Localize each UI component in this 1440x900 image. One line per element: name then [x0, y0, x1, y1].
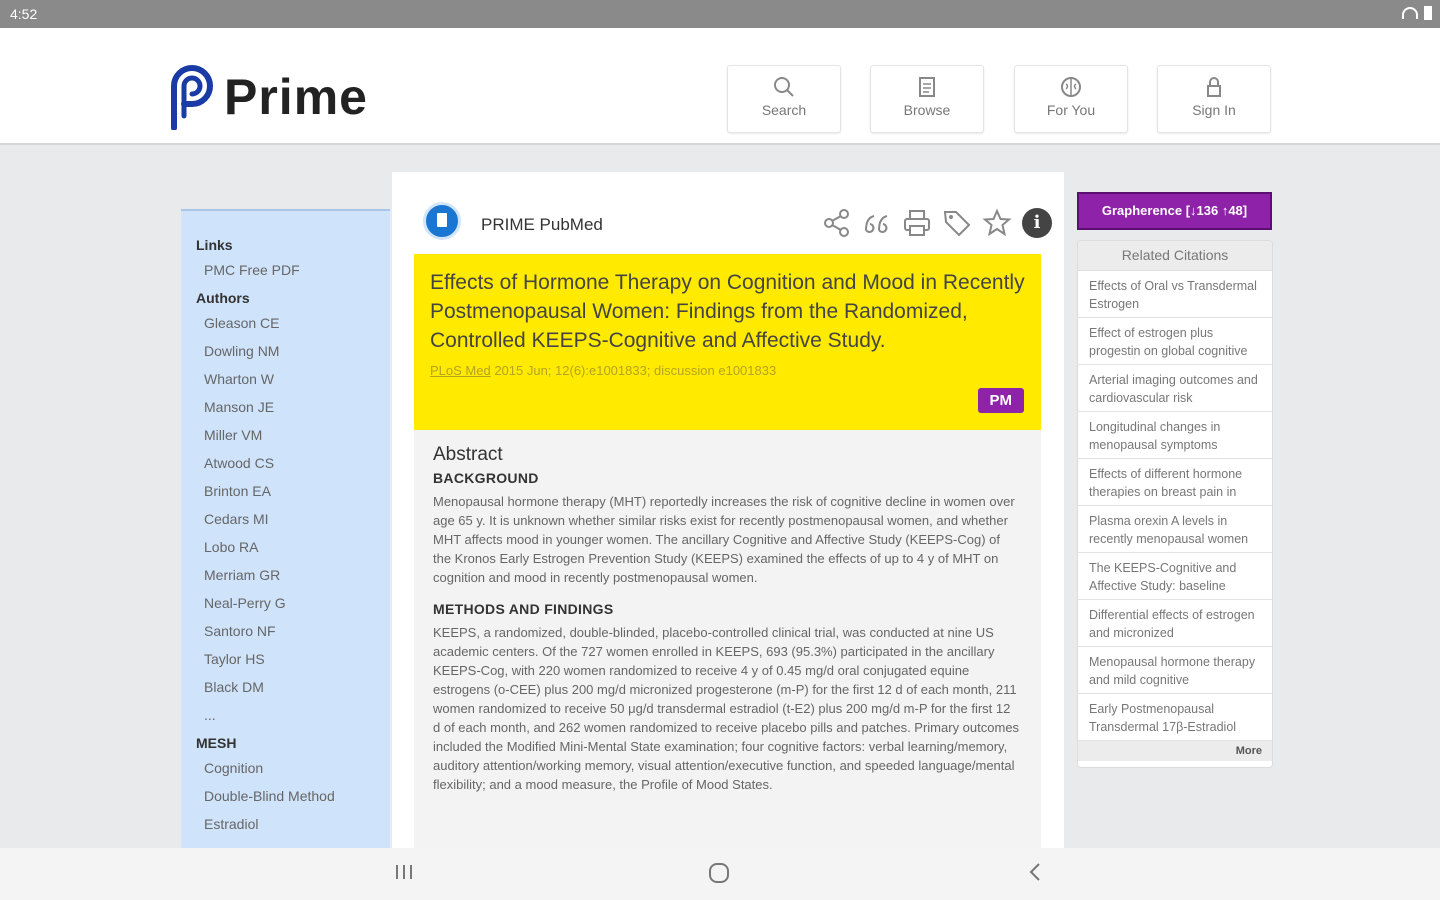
- star-icon[interactable]: [982, 208, 1012, 238]
- logo-text: Prime: [224, 69, 368, 125]
- sign-in-button-label: Sign In: [1192, 102, 1236, 118]
- brain-icon: [1060, 76, 1082, 98]
- grapherence-button[interactable]: Grapherence [↓136 ↑48]: [1077, 192, 1272, 230]
- author-link[interactable]: Santoro NF: [204, 623, 276, 639]
- prime-logo[interactable]: [168, 64, 368, 130]
- lock-icon: [1203, 76, 1225, 98]
- sidebar-link[interactable]: PMC Free PDF: [204, 262, 300, 278]
- system-nav-bar: [0, 848, 1440, 900]
- mesh-link[interactable]: Double-Blind Method: [204, 788, 335, 804]
- wifi-icon: [1402, 7, 1418, 19]
- author-link[interactable]: Cedars MI: [204, 511, 269, 527]
- related-citation-item[interactable]: Menopausal hormone therapy and mild cognitive: [1078, 647, 1272, 694]
- recents-icon[interactable]: [394, 862, 414, 882]
- back-icon[interactable]: [1027, 862, 1043, 882]
- battery-icon: [1424, 6, 1432, 20]
- status-time: 4:52: [10, 6, 38, 22]
- article-citation: [430, 363, 1025, 378]
- related-citation-item[interactable]: Differential effects of estrogen and micronized: [1078, 600, 1272, 647]
- article-title-box: [414, 254, 1041, 430]
- mesh-link[interactable]: Cognition: [204, 760, 264, 776]
- status-bar: [0, 0, 1440, 28]
- author-link[interactable]: Neal-Perry G: [204, 595, 286, 611]
- search-icon: [773, 76, 795, 98]
- browse-button-label: Browse: [903, 102, 951, 118]
- mesh-heading: MESH: [196, 735, 237, 751]
- author-link[interactable]: Atwood CS: [204, 455, 275, 471]
- abstract-heading: Abstract: [433, 444, 503, 465]
- author-link[interactable]: Merriam GR: [204, 567, 281, 583]
- more-citations-link[interactable]: More: [1078, 741, 1272, 761]
- abstract-section: [414, 430, 1041, 852]
- article-sidebar: [181, 209, 390, 849]
- author-link[interactable]: Taylor HS: [204, 651, 265, 667]
- document-icon: [916, 76, 938, 98]
- related-citation-item[interactable]: Early Postmenopausal Transdermal 17β-Estradiol: [1078, 694, 1272, 741]
- browse-button[interactable]: [870, 65, 984, 133]
- prime-logo-icon: [168, 64, 218, 130]
- author-link[interactable]: Black DM: [204, 679, 264, 695]
- related-citations-heading: Related Citations: [1078, 241, 1272, 271]
- for-you-button[interactable]: [1014, 65, 1128, 133]
- for-you-button-label: For You: [1046, 102, 1096, 118]
- links-heading: Links: [196, 237, 233, 253]
- mesh-link[interactable]: Estradiol: [204, 816, 259, 832]
- related-citations-panel: [1077, 240, 1273, 768]
- more-authors-link[interactable]: ...: [204, 707, 216, 723]
- search-button-label: Search: [761, 102, 807, 118]
- sign-in-button[interactable]: [1157, 65, 1271, 133]
- app-header: [0, 28, 1440, 145]
- methods-heading: METHODS AND FINDINGS: [433, 601, 614, 617]
- related-citation-item[interactable]: Plasma orexin A levels in recently menopausal women: [1078, 506, 1272, 553]
- related-citation-item[interactable]: Effects of Oral vs Transdermal Estrogen: [1078, 271, 1272, 318]
- authors-heading: Authors: [196, 290, 250, 306]
- author-link[interactable]: Dowling NM: [204, 343, 280, 359]
- author-link[interactable]: Wharton W: [204, 371, 275, 387]
- info-icon[interactable]: i: [1022, 208, 1052, 238]
- related-citation-item[interactable]: Effects of different hormone therapies on breast pain in: [1078, 459, 1272, 506]
- journal-link[interactable]: PLoS Med: [430, 363, 491, 378]
- background-heading: BACKGROUND: [433, 470, 539, 486]
- article-card: [392, 172, 1064, 852]
- pubmed-source-icon: [423, 202, 461, 240]
- quote-icon[interactable]: [862, 208, 892, 238]
- print-icon[interactable]: [902, 208, 932, 238]
- source-name: PRIME PubMed: [481, 215, 603, 234]
- article-toolbar: [822, 208, 1052, 238]
- related-citation-item[interactable]: Longitudinal changes in menopausal symptoms: [1078, 412, 1272, 459]
- methods-text: KEEPS, a randomized, double-blinded, placebo-controlled clinical trial, was conducted at nine US academic centers. Of the 727 women enrolled in KEEPS, 693 (95.3%) participated in the ancillary KEEPS-Cog, with 220 women randomized to receive 4 y of 0.45 mg/d oral conjugated equine estrogens (o-CEE) plus 200 mg/d micronized progesterone (m-P) for the first 12 d of each month, 211 women randomized to receive 50 μg/d transdermal estradiol (t-E2) plus 200 mg/d m-P for the first 12 d of each month, and 262 women randomized to receive placebo pills and patches. Primary outcomes included the Modified Mini-Mental State examination; four cognitive factors: verbal learning/memory, auditory attention/working memory, visual attention/executive function, and speeded language/mental flexibility; and a mood measure, the Profile of Mood States.: [433, 625, 1020, 792]
- search-button[interactable]: [727, 65, 841, 133]
- home-icon[interactable]: [708, 862, 730, 884]
- author-link[interactable]: Gleason CE: [204, 315, 280, 331]
- author-link[interactable]: Miller VM: [204, 427, 263, 443]
- related-citation-item[interactable]: The KEEPS-Cognitive and Affective Study: baseline: [1078, 553, 1272, 600]
- pm-badge[interactable]: PM: [978, 388, 1025, 413]
- author-link[interactable]: Manson JE: [204, 399, 275, 415]
- share-icon[interactable]: [822, 208, 852, 238]
- background-text: Menopausal hormone therapy (MHT) reportedly increases the risk of cognitive decline in women over age 65 y. It is unknown whether similar risks exist for recently postmenopausal women, and whether MHT affects mood in younger women. The ancillary Cognitive and Affective Study (KEEPS-Cog) of the Kronos Early Estrogen Prevention Study (KEEPS) examined the effects of up to 4 y of MHT on cognition and mood in recently postmenopausal women.: [433, 494, 1015, 585]
- related-citation-item[interactable]: Effect of estrogen plus progestin on global cognitive: [1078, 318, 1272, 365]
- tag-icon[interactable]: [942, 208, 972, 238]
- article-title: Effects of Hormone Therapy on Cognition and Mood in Recently Postmenopausal Women: Findings from the Randomized, Controlled KEEPS-Cognitive and Affective Study.: [430, 271, 1025, 352]
- author-link[interactable]: Brinton EA: [204, 483, 271, 499]
- related-citation-item[interactable]: Arterial imaging outcomes and cardiovascular risk: [1078, 365, 1272, 412]
- author-link[interactable]: Lobo RA: [204, 539, 259, 555]
- citation-details: 2015 Jun; 12(6):e1001833; discussion e1001833: [490, 363, 777, 378]
